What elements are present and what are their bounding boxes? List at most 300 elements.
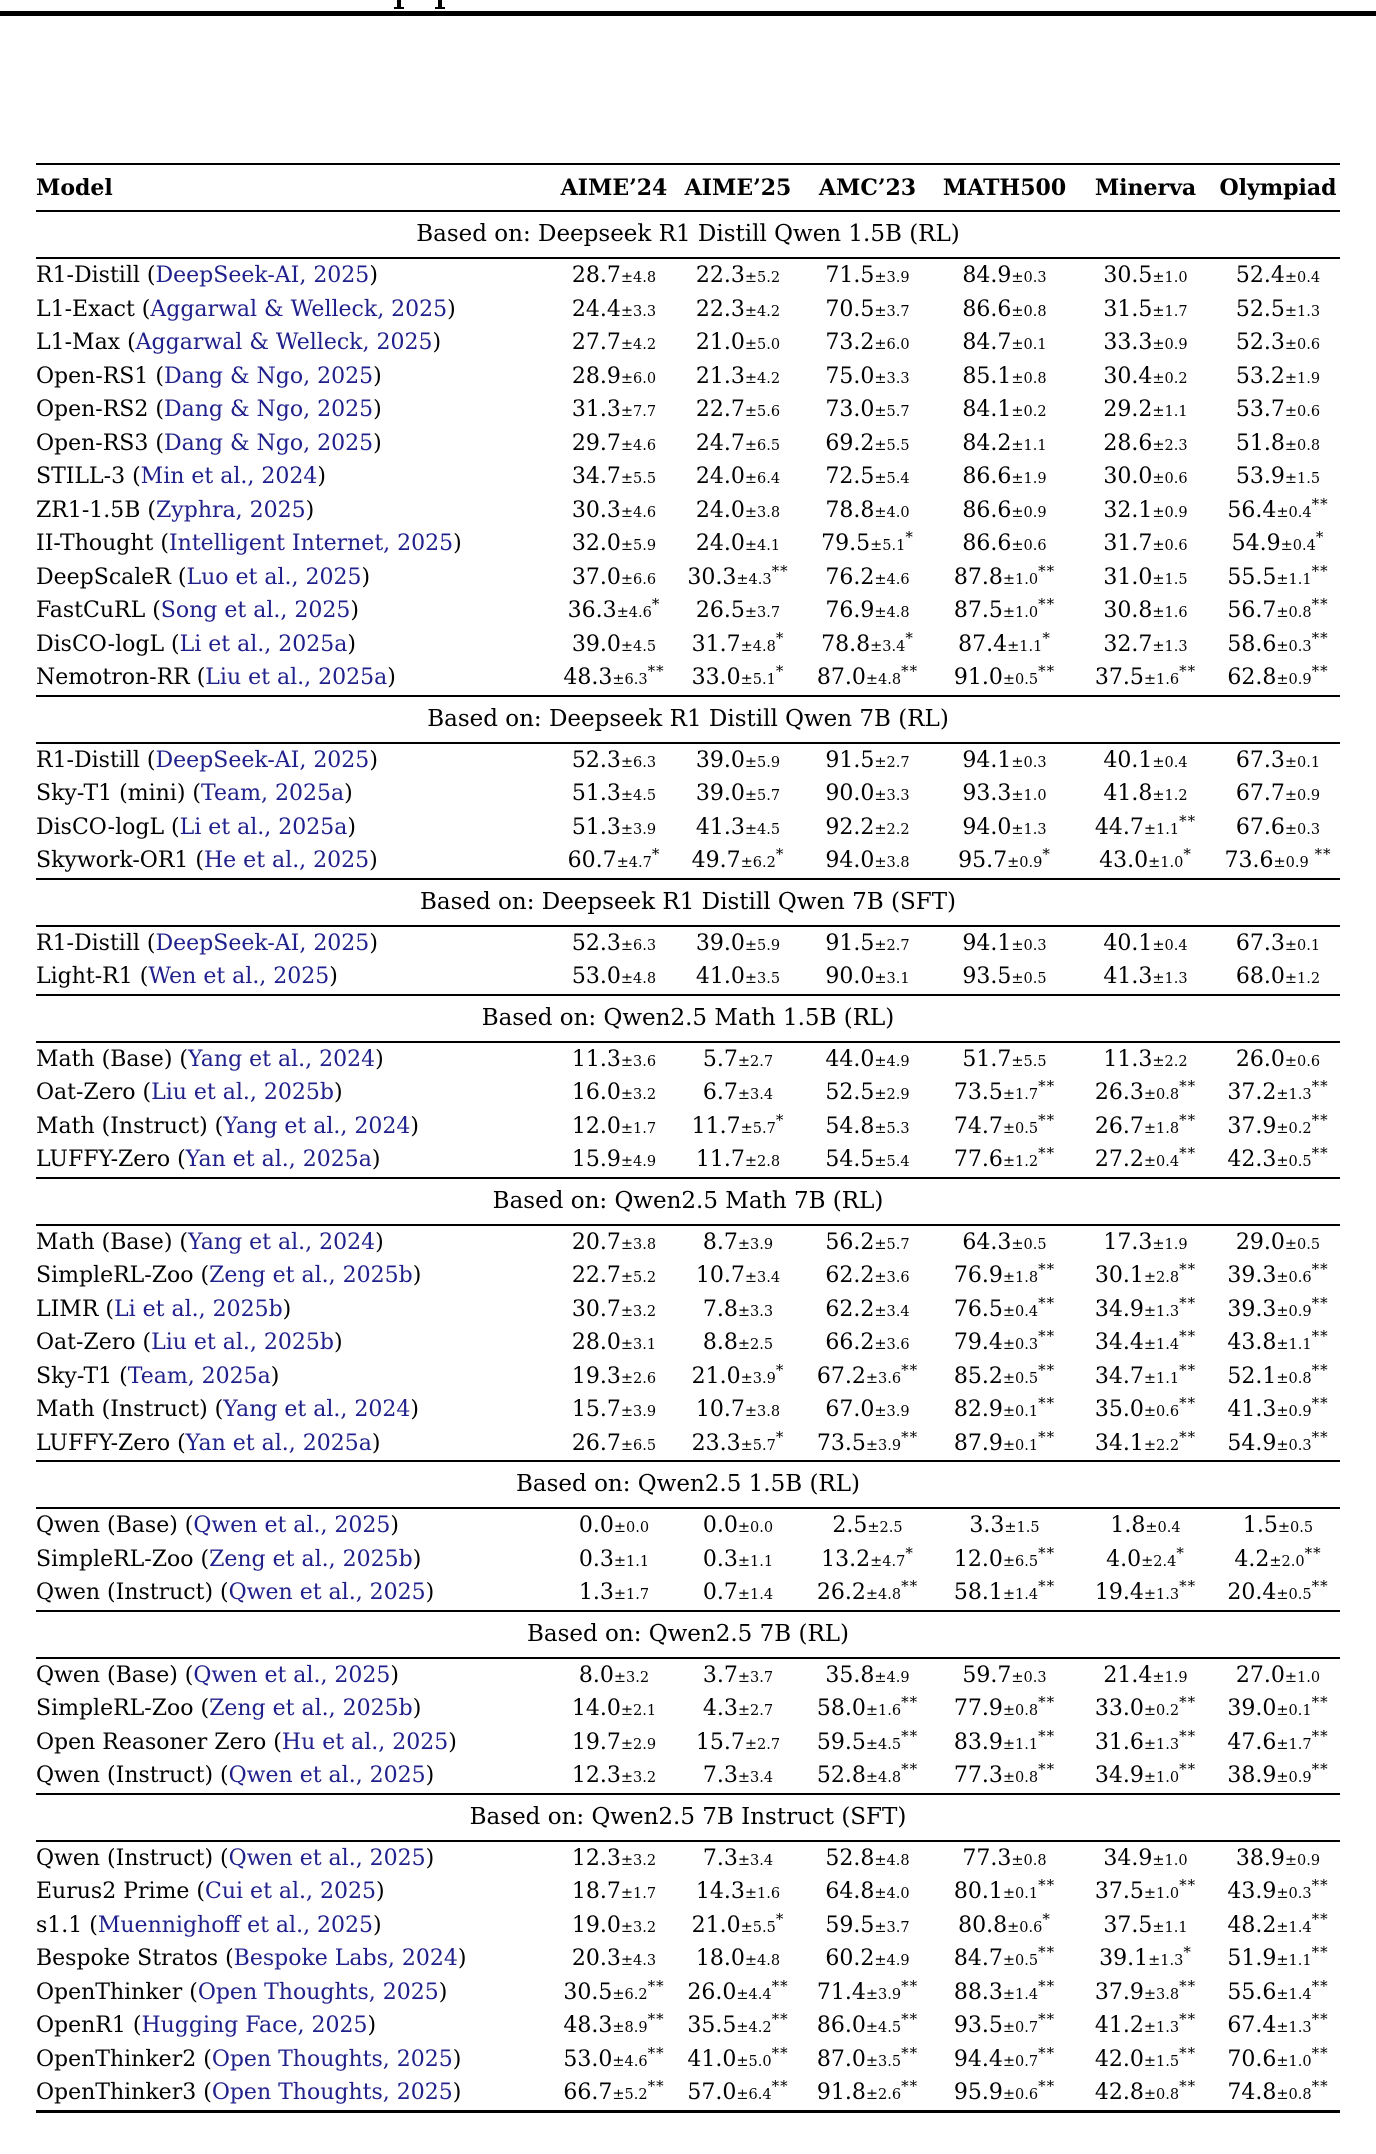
citation-link[interactable]: Dang & Ngo, 2025	[163, 397, 374, 423]
citation-link[interactable]: Aggarwal & Welleck, 2025	[150, 296, 448, 322]
citation-link[interactable]: Dang & Ngo, 2025	[163, 430, 374, 456]
score-stddev: ±1.1	[1011, 437, 1047, 454]
model-name: Qwen (Instruct)	[36, 1845, 214, 1871]
citation-link[interactable]: Liu et al., 2025b	[151, 1330, 334, 1356]
citation-link[interactable]: Qwen et al., 2025	[193, 1662, 391, 1688]
score-value: 11.3	[1103, 1046, 1153, 1072]
score-cell	[1075, 1508, 1216, 1543]
score-value: 53.0	[563, 2046, 613, 2072]
score-value: 30.5	[1103, 263, 1153, 289]
score-stddev: ±3.3	[620, 303, 657, 320]
score-stddev: ±0.1	[1284, 754, 1321, 771]
score-cell	[675, 561, 801, 595]
score-value: 28.0	[571, 1330, 621, 1356]
significance-stars: **	[1179, 1293, 1197, 1312]
score-value: 84.7	[953, 1946, 1003, 1972]
significance-stars: **	[1311, 561, 1329, 580]
score-cell	[1216, 1759, 1340, 1794]
score-stddev: ±5.7	[740, 1120, 776, 1137]
score-cell	[934, 1143, 1075, 1178]
open-paren: (	[196, 2080, 212, 2106]
model-name: Math (Instruct)	[36, 1397, 208, 1423]
score-value: 52.5	[1235, 296, 1285, 322]
score-cell	[801, 1543, 934, 1577]
score-stddev: ±3.9	[737, 1236, 774, 1253]
significance-stars: **	[901, 1760, 919, 1779]
score-cell	[934, 2076, 1075, 2111]
significance-stars: **	[1311, 1360, 1329, 1379]
score-value: 48.3	[563, 2013, 613, 2039]
score-cell	[1075, 1259, 1216, 1293]
significance-stars: **	[1038, 1110, 1056, 1129]
score-stddev: ±4.3	[620, 1953, 657, 1970]
score-stddev: ±3.2	[620, 1852, 657, 1869]
score-value: 30.3	[571, 497, 621, 523]
score-cell	[675, 1841, 801, 1876]
score-value: 35.0	[1094, 1397, 1144, 1423]
score-value: 26.2	[816, 1580, 866, 1606]
citation-link[interactable]: Song et al., 2025	[160, 598, 351, 624]
open-paren: (	[172, 1229, 188, 1255]
score-cell	[801, 460, 934, 494]
score-stddev: ±3.8	[744, 504, 781, 521]
score-value: 51.7	[962, 1046, 1012, 1072]
score-value: 49.7	[691, 848, 741, 874]
score-stddev: ±4.6	[612, 2053, 648, 2070]
score-value: 67.2	[816, 1363, 866, 1389]
score-stddev: ±0.6	[1284, 404, 1321, 421]
score-cell	[1216, 1427, 1340, 1462]
score-cell	[675, 494, 801, 528]
score-cell	[675, 1225, 801, 1260]
citation-link[interactable]: Muennighoff et al., 2025	[97, 1912, 374, 1938]
score-stddev: ±0.6	[1152, 471, 1188, 488]
citation-link[interactable]: Team, 2025a	[127, 1363, 271, 1389]
score-cell	[1216, 1692, 1340, 1726]
score-stddev: ±6.2	[740, 855, 776, 872]
score-stddev: ±0.1	[1002, 1404, 1039, 1421]
score-cell	[675, 2076, 801, 2111]
score-cell	[675, 293, 801, 327]
score-cell	[801, 1759, 934, 1794]
cropped-text-fragment	[397, 0, 401, 9]
score-stddev: ±1.9	[1152, 1669, 1188, 1686]
score-cell	[675, 594, 801, 628]
section-row	[36, 879, 1340, 926]
score-stddev: ±3.8	[1143, 1986, 1180, 2003]
table-row	[36, 561, 1340, 595]
model-name: Open-RS2	[36, 397, 149, 423]
score-value: 3.3	[969, 1513, 1005, 1539]
score-cell	[1075, 661, 1216, 696]
close-paren: )	[333, 1330, 343, 1356]
score-value: 41.0	[695, 964, 745, 990]
score-value: 51.8	[1235, 430, 1285, 456]
score-stddev: ±0.5	[1284, 1236, 1321, 1253]
citation-link[interactable]: Li et al., 2025a	[179, 631, 348, 657]
significance-stars: **	[1308, 845, 1332, 864]
significance-stars: **	[1038, 1726, 1056, 1745]
citation-link[interactable]: Qwen et al., 2025	[228, 1763, 426, 1789]
score-stddev: ±6.0	[874, 337, 910, 354]
score-value: 37.9	[1227, 1113, 1277, 1139]
model-name: Open Reasoner Zero	[36, 1729, 267, 1755]
score-cell	[801, 561, 934, 595]
score-cell	[675, 1393, 801, 1427]
model-cell	[36, 1360, 553, 1394]
citation-link[interactable]: Luo et al., 2025	[186, 564, 362, 590]
score-value: 10.7	[695, 1397, 745, 1423]
table-row	[36, 494, 1340, 528]
score-stddev: ±0.0	[613, 1520, 650, 1537]
citation-link[interactable]: Zeng et al., 2025b	[209, 1546, 413, 1572]
score-cell	[553, 1393, 675, 1427]
score-stddev: ±0.3	[1276, 1886, 1312, 1903]
score-value: 8.8	[702, 1330, 738, 1356]
table-row	[36, 844, 1340, 879]
citation-link[interactable]: Intelligent Internet, 2025	[168, 531, 454, 557]
score-value: 0.3	[578, 1546, 614, 1572]
citation-link[interactable]: Dang & Ngo, 2025	[163, 363, 374, 389]
score-value: 74.8	[1227, 2080, 1277, 2106]
score-cell	[1075, 1326, 1216, 1360]
score-cell	[1075, 628, 1216, 662]
score-value: 37.5	[1094, 1879, 1144, 1905]
score-stddev: ±4.8	[874, 1852, 910, 1869]
score-value: 27.0	[1235, 1662, 1285, 1688]
score-value: 33.0	[1094, 1696, 1144, 1722]
score-value: 94.1	[962, 930, 1012, 956]
score-stddev: ±3.9	[874, 1404, 910, 1421]
section-header: Based on: Qwen2.5 7B Instruct (SFT)	[36, 1794, 1340, 1841]
open-paren: (	[213, 1845, 229, 1871]
score-cell	[553, 1259, 675, 1293]
table-row	[36, 777, 1340, 811]
score-value: 60.7	[567, 848, 617, 874]
close-paren: )	[412, 1696, 422, 1722]
score-stddev: ±4.8	[865, 1587, 902, 1604]
score-cell	[934, 1759, 1075, 1794]
score-cell	[675, 777, 801, 811]
open-paren: (	[82, 1912, 98, 1938]
citation-link[interactable]: Zyphra, 2025	[156, 497, 306, 523]
model-cell	[36, 628, 553, 662]
model-cell	[36, 1508, 553, 1543]
significance-stars: **	[1179, 1976, 1197, 1995]
score-value: 19.7	[571, 1729, 621, 1755]
score-value: 66.7	[563, 2080, 613, 2106]
score-value: 84.7	[962, 330, 1012, 356]
score-cell	[1075, 2009, 1216, 2043]
score-cell	[553, 1726, 675, 1760]
table-row	[36, 1543, 1340, 1577]
score-stddev: ±4.2	[744, 370, 781, 387]
score-value: 31.7	[1103, 531, 1153, 557]
score-value: 15.7	[695, 1729, 745, 1755]
model-cell	[36, 777, 553, 811]
section-header: Based on: Deepseek R1 Distill Qwen 7B (SFT)	[36, 879, 1340, 926]
score-cell	[675, 743, 801, 778]
score-value: 13.2	[821, 1546, 871, 1572]
model-cell	[36, 1692, 553, 1726]
score-stddev: ±2.2	[1152, 1053, 1188, 1070]
close-paren: )	[376, 1879, 385, 1905]
table-row	[36, 1976, 1340, 2010]
score-value: 11.3	[571, 1046, 621, 1072]
score-stddev: ±0.5	[1002, 1120, 1039, 1137]
score-cell	[1075, 258, 1216, 293]
score-cell	[801, 293, 934, 327]
score-value: 1.8	[1110, 1513, 1146, 1539]
model-name: R1-Distill	[36, 263, 140, 289]
model-name: LUFFY-Zero	[36, 1430, 171, 1456]
score-stddev: ±5.0	[736, 2053, 772, 2070]
citation-link[interactable]: He et al., 2025	[203, 848, 370, 874]
score-stddev: ±0.3	[1011, 754, 1047, 771]
score-value: 29.0	[1235, 1229, 1285, 1255]
model-cell	[36, 494, 553, 528]
citation-link[interactable]: Open Thoughts, 2025	[197, 1979, 439, 2005]
score-value: 77.3	[962, 1845, 1012, 1871]
table-row	[36, 628, 1340, 662]
score-value: 56.2	[825, 1229, 875, 1255]
score-value: 24.7	[695, 430, 745, 456]
model-name: OpenThinker3	[36, 2080, 197, 2106]
score-cell	[1216, 1841, 1340, 1876]
table-row	[36, 1576, 1340, 1611]
citation-link[interactable]: Wen et al., 2025	[148, 964, 330, 990]
model-name: SimpleRL-Zoo	[36, 1546, 194, 1572]
score-stddev: ±1.4	[1002, 1986, 1039, 2003]
score-stddev: ±1.0	[1276, 2053, 1312, 2070]
score-stddev: ±0.6	[1276, 1270, 1312, 1287]
score-stddev: ±5.2	[744, 270, 781, 287]
score-value: 93.5	[962, 964, 1012, 990]
score-stddev: ±0.1	[1284, 937, 1321, 954]
score-stddev: ±0.2	[1152, 370, 1188, 387]
score-stddev: ±0.1	[1002, 1437, 1039, 1454]
citation-link[interactable]: Hugging Face, 2025	[141, 2013, 368, 2039]
score-stddev: ±1.3	[1284, 303, 1321, 320]
score-cell	[801, 1658, 934, 1693]
score-stddev: ±3.7	[737, 1669, 774, 1686]
score-stddev: ±3.8	[620, 1236, 657, 1253]
score-cell	[675, 1259, 801, 1293]
significance-stars: **	[1038, 1543, 1056, 1562]
score-cell	[553, 960, 675, 995]
open-paren: (	[148, 430, 164, 456]
score-stddev: ±5.4	[874, 471, 910, 488]
score-stddev: ±5.9	[744, 754, 781, 771]
score-value: 37.0	[571, 564, 621, 590]
citation-link[interactable]: Li et al., 2025b	[113, 1296, 283, 1322]
citation-link[interactable]: Yang et al., 2024	[187, 1229, 376, 1255]
table-row	[36, 1326, 1340, 1360]
significance-stars: **	[1311, 1760, 1329, 1779]
score-value: 31.0	[1103, 564, 1153, 590]
significance-stars: **	[1179, 1327, 1197, 1346]
citation-link[interactable]: Yang et al., 2024	[223, 1397, 411, 1423]
score-cell	[553, 2043, 675, 2077]
column-header-model: Model	[36, 164, 553, 211]
score-stddev: ±0.6	[1152, 538, 1188, 555]
citation-link[interactable]: DeepSeek-AI, 2025	[155, 747, 370, 773]
significance-stars: **	[1311, 2077, 1329, 2096]
score-cell	[934, 1042, 1075, 1077]
citation-link[interactable]: Yang et al., 2024	[187, 1046, 376, 1072]
citation-link[interactable]: Team, 2025a	[201, 781, 345, 807]
citation-link[interactable]: Aggarwal & Welleck, 2025	[135, 330, 433, 356]
citation-link[interactable]: Hu et al., 2025	[281, 1729, 449, 1755]
citation-link[interactable]: Zeng et al., 2025b	[209, 1696, 413, 1722]
close-paren: )	[317, 464, 326, 490]
close-paren: )	[367, 2013, 377, 2039]
score-cell	[1075, 1076, 1216, 1110]
score-value: 39.0	[571, 631, 621, 657]
close-paren: )	[387, 665, 396, 691]
score-cell	[1216, 594, 1340, 628]
score-cell	[1216, 1259, 1340, 1293]
score-cell	[1075, 1143, 1216, 1178]
score-cell	[1075, 1427, 1216, 1462]
citation-link[interactable]: Liu et al., 2025a	[205, 665, 388, 691]
significance-stars: **	[901, 1360, 919, 1379]
score-stddev: ±8.9	[612, 2020, 648, 2037]
citation-link[interactable]: Qwen et al., 2025	[228, 1845, 426, 1871]
open-paren: (	[182, 1979, 198, 2005]
significance-stars: **	[1179, 1760, 1197, 1779]
close-paren: )	[329, 964, 338, 990]
score-value: 11.7	[695, 1147, 745, 1173]
score-cell	[553, 1042, 675, 1077]
score-value: 70.6	[1227, 2046, 1277, 2072]
citation-link[interactable]: Open Thoughts, 2025	[211, 2080, 453, 2106]
score-cell	[1075, 460, 1216, 494]
score-stddev: ±4.6	[874, 571, 910, 588]
citation-link[interactable]: Open Thoughts, 2025	[211, 2046, 453, 2072]
score-stddev: ±0.5	[1011, 971, 1047, 988]
citation-link[interactable]: Yan et al., 2025a	[185, 1147, 372, 1173]
score-value: 83.9	[953, 1729, 1003, 1755]
cropped-text-fragment	[438, 0, 442, 9]
score-cell	[1075, 1726, 1216, 1760]
score-cell	[801, 628, 934, 662]
significance-stars: **	[1179, 2010, 1197, 2029]
citation-link[interactable]: Zeng et al., 2025b	[209, 1263, 413, 1289]
citation-link[interactable]: Qwen et al., 2025	[193, 1513, 391, 1539]
open-paren: (	[164, 814, 180, 840]
close-paren: )	[412, 1546, 422, 1572]
score-stddev: ±4.6	[620, 504, 657, 521]
model-name: OpenThinker	[36, 1979, 183, 2005]
score-value: 86.6	[962, 531, 1012, 557]
score-stddev: ±3.5	[865, 2053, 902, 2070]
score-cell	[553, 326, 675, 360]
score-cell	[1075, 594, 1216, 628]
score-stddev: ±1.9	[1152, 1236, 1188, 1253]
score-stddev: ±3.9	[620, 1404, 657, 1421]
score-cell	[934, 1909, 1075, 1943]
score-value: 91.0	[953, 665, 1003, 691]
score-stddev: ±0.4	[1284, 270, 1321, 287]
score-stddev: ±1.0	[1002, 571, 1039, 588]
table-row	[36, 1076, 1340, 1110]
model-cell	[36, 661, 553, 696]
score-value: 27.2	[1094, 1147, 1144, 1173]
table-row	[36, 1759, 1340, 1794]
score-stddev: ±3.9	[740, 1370, 776, 1387]
significance-stars: *	[651, 845, 661, 864]
score-stddev: ±4.0	[874, 504, 910, 521]
score-cell	[553, 1293, 675, 1327]
score-cell	[675, 1875, 801, 1909]
score-cell	[1216, 326, 1340, 360]
score-value: 48.3	[563, 665, 613, 691]
close-paren: )	[447, 296, 456, 322]
citation-link[interactable]: Li et al., 2025a	[179, 814, 348, 840]
score-cell	[801, 393, 934, 427]
table-row	[36, 926, 1340, 961]
score-cell	[934, 628, 1075, 662]
citation-link[interactable]: Qwen et al., 2025	[228, 1580, 426, 1606]
score-stddev: ±0.1	[1011, 337, 1047, 354]
score-cell	[1075, 1225, 1216, 1260]
score-value: 39.3	[1227, 1263, 1277, 1289]
score-cell	[1216, 1942, 1340, 1976]
citation-link[interactable]: Cui et al., 2025	[205, 1879, 377, 1905]
score-cell	[934, 1543, 1075, 1577]
citation-link[interactable]: Min et al., 2024	[140, 464, 318, 490]
score-cell	[801, 1976, 934, 2010]
significance-stars: *	[775, 1360, 785, 1379]
score-stddev: ±1.1	[1152, 404, 1188, 421]
significance-stars: *	[905, 1543, 914, 1562]
score-stddev: ±2.8	[1143, 1270, 1180, 1287]
citation-link[interactable]: DeepSeek-AI, 2025	[155, 263, 370, 289]
score-value: 85.2	[953, 1363, 1003, 1389]
score-stddev: ±5.3	[874, 1120, 910, 1137]
model-name: Open-RS3	[36, 430, 149, 456]
significance-stars: **	[1311, 2010, 1329, 2029]
citation-link[interactable]: Liu et al., 2025b	[151, 1080, 334, 1106]
score-value: 87.9	[953, 1430, 1003, 1456]
score-stddev: ±1.0	[1152, 270, 1188, 287]
column-header-aime24: AIME’24	[553, 164, 675, 211]
score-cell	[1216, 1909, 1340, 1943]
score-value: 20.7	[571, 1229, 621, 1255]
score-stddev: ±1.3	[1152, 638, 1188, 655]
score-stddev: ±2.2	[1143, 1437, 1180, 1454]
score-value: 71.5	[825, 263, 875, 289]
score-stddev: ±0.5	[1277, 1520, 1314, 1537]
citation-link[interactable]: Yang et al., 2024	[223, 1113, 411, 1139]
score-cell	[553, 1841, 675, 1876]
score-value: 20.3	[571, 1946, 621, 1972]
section-header: Based on: Qwen2.5 Math 7B (RL)	[36, 1178, 1340, 1225]
score-cell	[934, 960, 1075, 995]
significance-stars: **	[771, 561, 789, 580]
citation-link[interactable]: DeepSeek-AI, 2025	[155, 930, 370, 956]
citation-link[interactable]: Yan et al., 2025a	[185, 1430, 372, 1456]
table-row	[36, 527, 1340, 561]
score-stddev: ±3.8	[874, 855, 910, 872]
score-stddev: ±2.5	[737, 1337, 774, 1354]
score-cell	[934, 1076, 1075, 1110]
score-value: 84.1	[962, 397, 1012, 423]
score-value: 11.7	[691, 1113, 741, 1139]
citation-link[interactable]: Bespoke Labs, 2024	[233, 1946, 458, 1972]
score-value: 39.0	[695, 930, 745, 956]
